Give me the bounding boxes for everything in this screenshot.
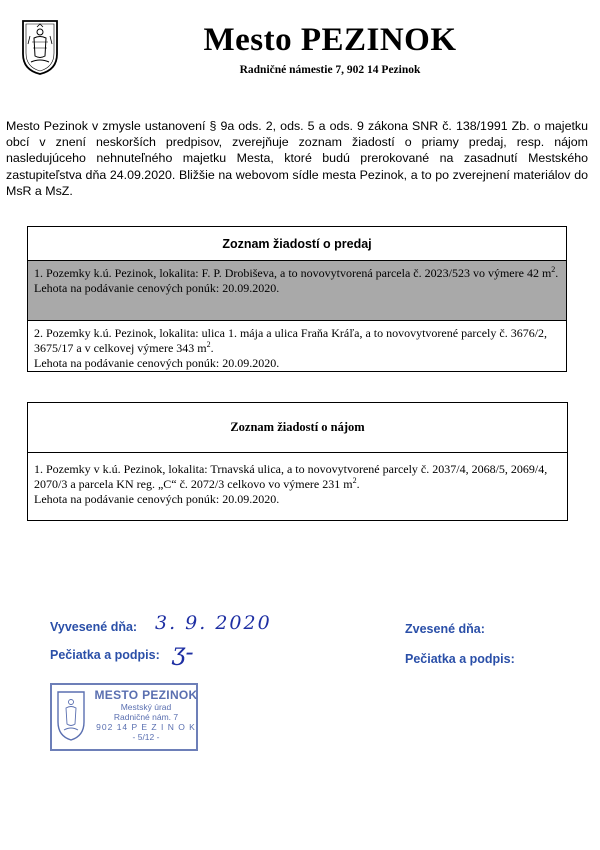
stamp-signature-label-left: Pečiatka a podpis: [50,648,160,662]
item-text-end: . [356,477,360,491]
item-unit-sup: 2 [551,265,556,274]
stamp-signature-label-right: Pečiatka a podpis: [405,652,515,666]
item-unit-sup: 2 [352,476,357,485]
item-deadline: Lehota na podávanie cenových ponúk: 20.09.2020. [34,281,280,295]
official-stamp [50,683,198,751]
item-deadline: Lehota na podávanie cenových ponúk: 20.09.2020. [34,356,280,370]
item-text: 2. Pozemky k.ú. Pezinok, lokalita: ulica 1. mája a ulica Fraňa Kráľa, a to novovytvorené parcely č. 3676/2, 3675/17 a v celkovej výmere 343 m [34,326,548,355]
sale-requests-table [27,226,567,372]
lease-request-item [28,453,567,511]
sale-request-item [28,261,566,321]
posted-date-handwritten: 3. 9. 2020 [155,612,272,634]
city-crest-icon [20,18,60,76]
stamp-line-2: Mestský úrad [120,702,172,712]
item-text: 1. Pozemky k.ú. Pezinok, lokalita: F. P. Drobiševa, a to novovytvorená parcela č. 2023/523 vo výmere 42 m [34,266,552,280]
item-text: 1. Pozemky v k.ú. Pezinok, lokalita: Trnavská ulica, a to novovytvorené parcely č. 2037/4, 2068/5, 2069/4, 2070/3 a parcela KN reg. „C“ č. 2072/3 celkovo vo výmere 231 m [34,462,548,491]
posted-date-label: Vyvesené dňa: [50,620,138,634]
item-deadline: Lehota na podávanie cenových ponúk: 20.09.2020. [34,492,280,506]
item-unit-sup: 2 [206,340,211,349]
city-address: Radničné námestie 7, 902 14 Pezinok [239,64,421,76]
stamp-line-3: Radničné nám. 7 [113,712,179,722]
stamp-line-1: MESTO PEZINOK [94,688,198,702]
signature: ʒ- [172,638,194,666]
sale-requests-heading: Zoznam žiadostí o predaj [28,227,566,261]
item-text-end: . [555,266,559,280]
stamp-line-4: 902 14 P E Z I N O K [96,722,196,732]
lease-requests-heading: Zoznam žiadostí o nájom [28,403,567,453]
item-text-end: . [210,341,214,355]
removed-date-label: Zvesené dňa: [405,622,485,636]
intro-paragraph: Mesto Pezinok v zmysle ustanovení § 9a ods. 2, ods. 5 a ods. 9 zákona SNR č. 138/1991 Zb. o majetku obcí v znení neskorších predpisov, zverejňuje zoznam žiadostí o priamy predaj, resp. nájom nasledujúceho nehnuteľného majetku Mesta, ktoré budú prerokované na zasadnutí Mestského zastupiteľstva dňa 24.09.2020. Bližšie na webovom sídle mesta Pezinok, a to po zverejnení materiálov do MsR a MsZ. [6,119,588,198]
lease-requests-table [27,402,568,521]
stamp-crest-icon [56,690,86,742]
page-title: Mesto PEZINOK [203,22,457,58]
stamp-line-5: - 5/12 - [132,732,160,742]
sale-request-item [28,321,566,375]
